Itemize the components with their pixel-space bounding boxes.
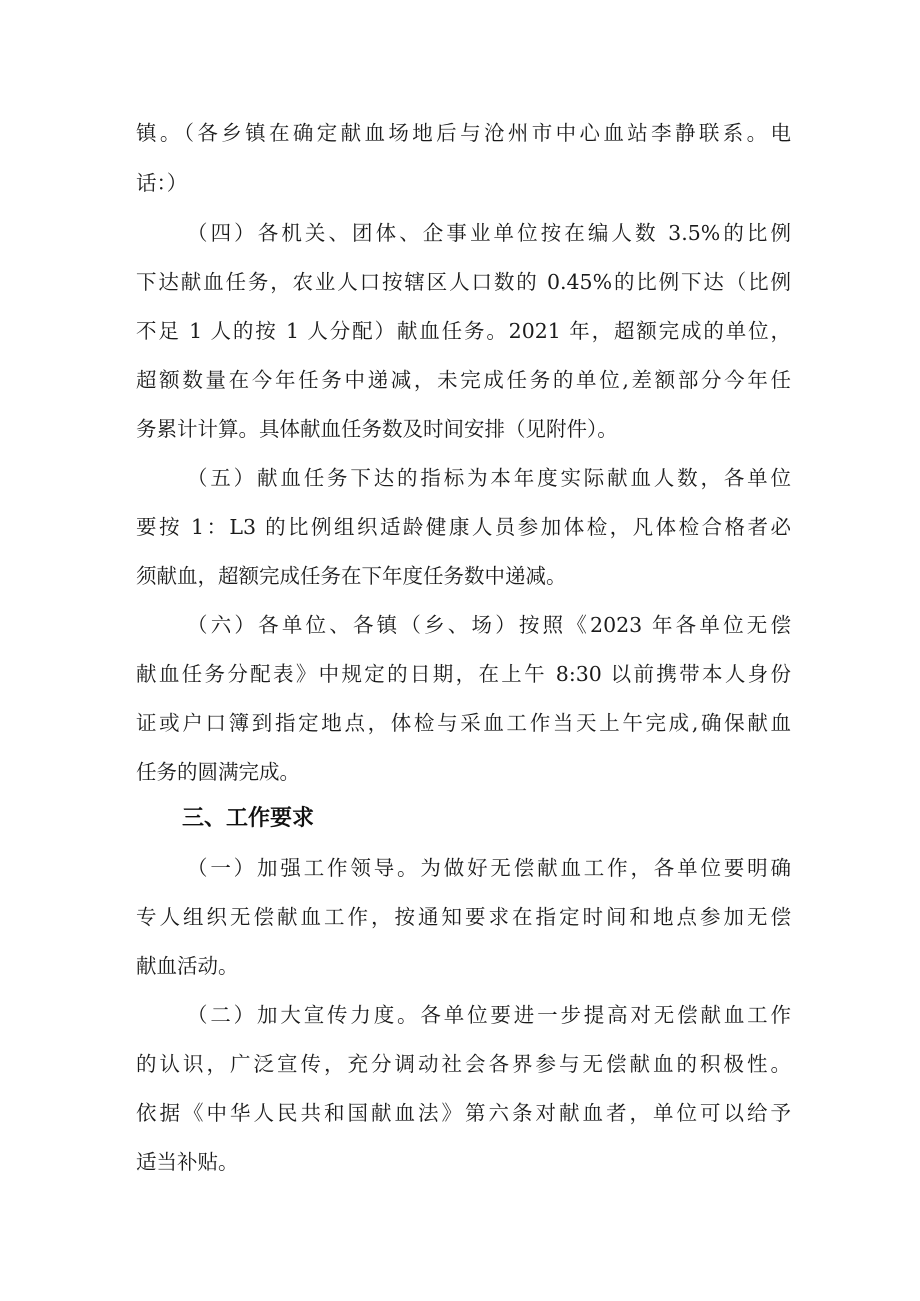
paragraph-line: 适当补贴。 (136, 1150, 239, 1174)
paragraph-line: 依据《中华人民共和国献血法》第六条对献血者，单位可以给予 (136, 1101, 791, 1125)
paragraph-line: 不足 1 人的按 1 人分配）献血任务。2021 年，超额完成的单位， (136, 319, 791, 343)
paragraph-line: （一）加强工作领导。为做好无偿献血工作，各单位要明确 (187, 856, 791, 880)
paragraph-line: 的认识，广泛宣传，充分调动社会各界参与无偿献血的积极性。 (136, 1052, 791, 1076)
paragraph-line: 须献血，超额完成任务在下年度任务数中递减。 (136, 564, 567, 588)
paragraph-line: 要按 1：L3 的比例组织适龄健康人员参加体检，凡体检合格者必 (136, 515, 791, 539)
paragraph-line: （五）献血任务下达的指标为本年度实际献血人数，各单位 (187, 466, 791, 490)
paragraph-line: （四）各机关、团体、企事业单位按在编人数 3.5%的比例 (187, 221, 791, 245)
paragraph-line: （二）加大宣传力度。各单位要进一步提高对无偿献血工作 (187, 1003, 791, 1027)
paragraph-line: 下达献血任务，农业人口按辖区人口数的 0.45%的比例下达（比例 (136, 270, 791, 294)
paragraph-line: 任务的圆满完成。 (136, 760, 300, 784)
paragraph-line: 务累计计算。具体献血任务数及时间安排（见附件）。 (136, 417, 618, 441)
paragraph-line: 证或户口簿到指定地点，体检与采血工作当天上午完成,确保献血 (136, 711, 791, 735)
paragraph-line: 献血任务分配表》中规定的日期，在上午 8:30 以前携带本人身份 (136, 662, 791, 686)
paragraph-line: 献血活动。 (136, 954, 239, 978)
paragraph-line: 专人组织无偿献血工作，按通知要求在指定时间和地点参加无偿 (136, 905, 791, 929)
paragraph-line: 超额数量在今年任务中递减，未完成任务的单位,差额部分今年任 (136, 368, 791, 392)
paragraph-line: （六）各单位、各镇（乡、场）按照《2023 年各单位无偿 (187, 613, 791, 637)
paragraph-line: 镇。（各乡镇在确定献血场地后与沧州市中心血站李静联系。电 (136, 121, 791, 145)
section-heading: 三、工作要求 (182, 806, 315, 831)
paragraph-line: 话：） (136, 171, 188, 195)
